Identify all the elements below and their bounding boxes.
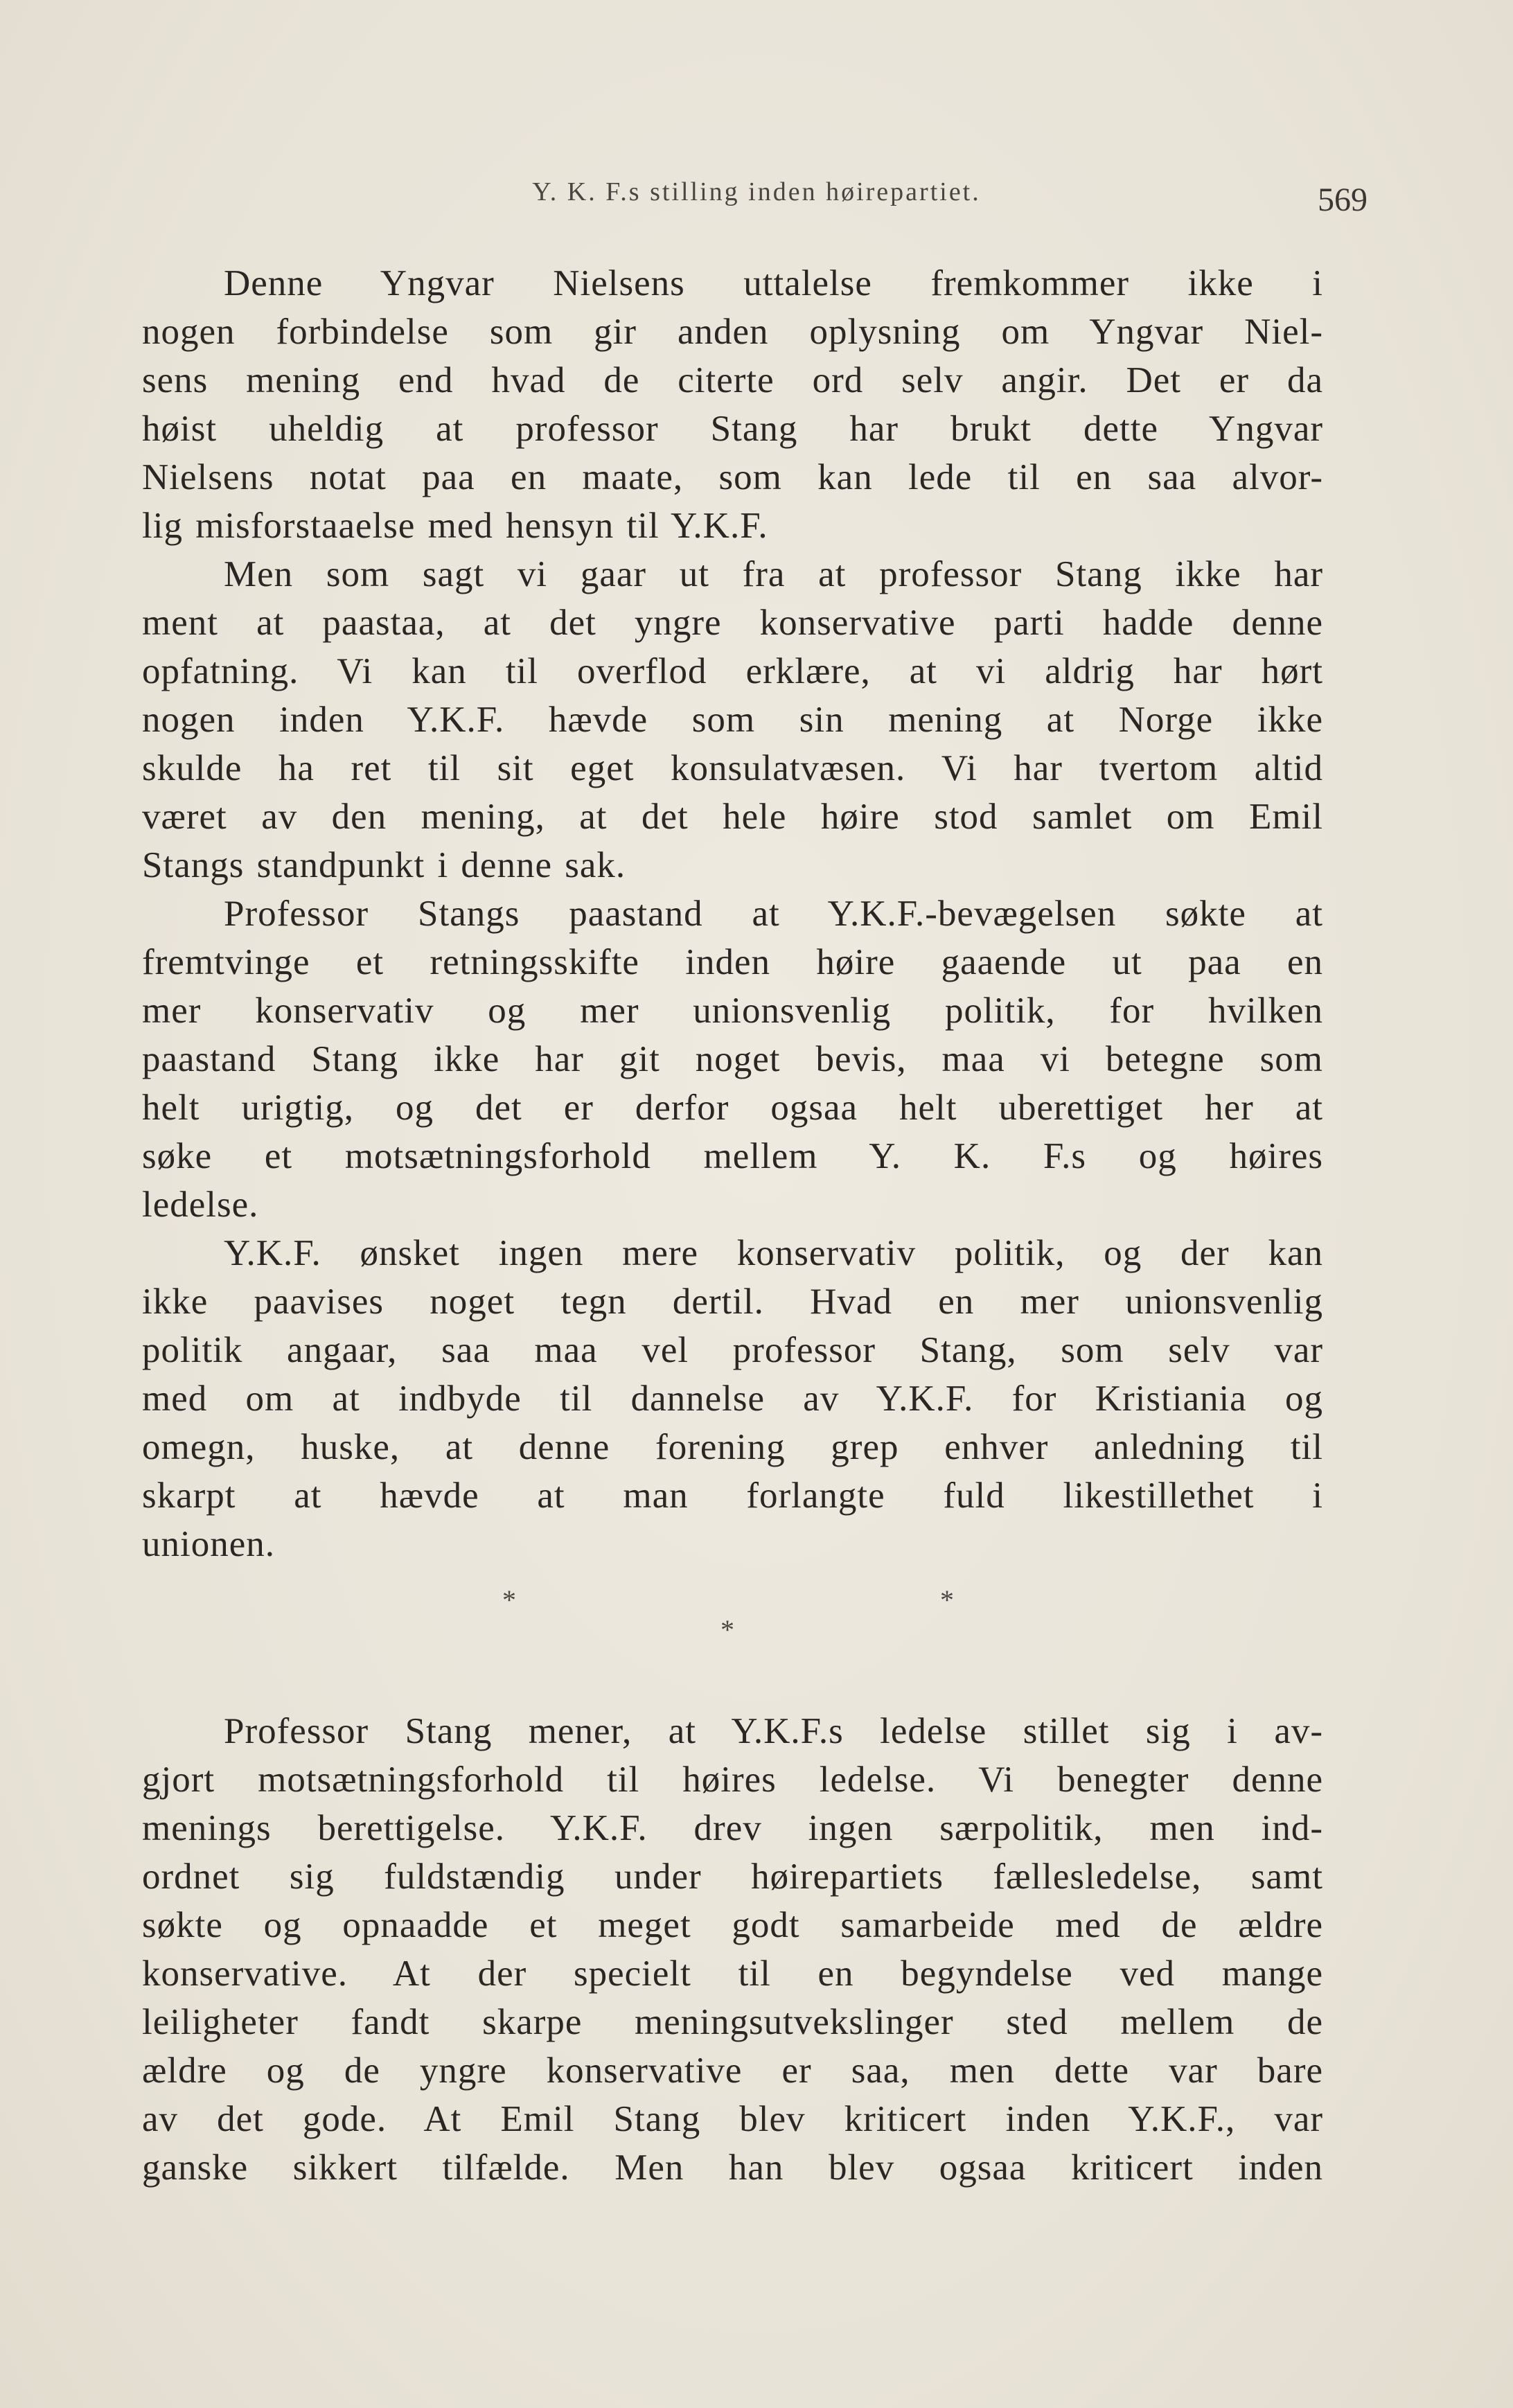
- body-text: [142, 259, 1323, 2192]
- text-line: opfatning. Vi kan til overflod erklære, at vi aldrig har hørt: [142, 651, 1323, 691]
- page-number: 569: [1318, 182, 1368, 218]
- text-line: Men som sagt vi gaar ut fra at professor Stang ikke har: [224, 554, 1323, 594]
- text-line: omegn, huske, at denne forening grep enhver anledning til: [142, 1427, 1323, 1467]
- text-line: ikke paavises noget tegn dertil. Hvad en mer unionsvenlig: [142, 1282, 1323, 1322]
- section-separator: [142, 1568, 1323, 1707]
- text-line: ældre og de yngre konservative er saa, men dette var bare: [142, 2051, 1323, 2091]
- section-1: [142, 259, 1323, 1568]
- text-line: lig misforstaaelse med hensyn til Y.K.F.: [142, 506, 768, 546]
- text-line: gjort motsætningsforhold til høires ledelse. Vi benegter denne: [142, 1760, 1323, 1800]
- text-line: fremtvinge et retningsskifte inden høire gaaende ut paa en: [142, 942, 1323, 982]
- section-2: [142, 1707, 1323, 2192]
- asterisk-icon: *: [502, 1584, 516, 1615]
- text-line: været av den mening, at det hele høire stod samlet om Emil: [142, 797, 1323, 837]
- text-line: Professor Stang mener, at Y.K.F.s ledelse stillet sig i av-: [224, 1711, 1323, 1751]
- text-line: ment at paastaa, at det yngre konservative parti hadde denne: [142, 603, 1323, 643]
- page-header: [139, 177, 1374, 218]
- text-line: nogen forbindelse som gir anden oplysning om Yngvar Niel-: [142, 312, 1323, 352]
- text-line: paastand Stang ikke har git noget bevis, maa vi betegne som: [142, 1039, 1323, 1079]
- text-line: Stangs standpunkt i denne sak.: [142, 845, 626, 885]
- text-line: høist uheldig at professor Stang har brukt dette Yngvar: [142, 409, 1323, 449]
- text-line: sens mening end hvad de citerte ord selv angir. Det er da: [142, 360, 1323, 400]
- text-line: helt urigtig, og det er derfor ogsaa helt uberettiget her at: [142, 1088, 1323, 1128]
- text-line: søkte og opnaadde et meget godt samarbeide med de ældre: [142, 1905, 1323, 1945]
- text-line: Professor Stangs paastand at Y.K.F.-bevægelsen søkte at: [224, 894, 1323, 934]
- text-line: søke et motsætningsforhold mellem Y. K. F.s og høires: [142, 1136, 1323, 1176]
- text-line: menings berettigelse. Y.K.F. drev ingen særpolitik, men ind-: [142, 1808, 1323, 1848]
- text-line: skulde ha ret til sit eget konsulatvæsen. Vi har tvertom altid: [142, 748, 1323, 788]
- asterisk-icon: *: [720, 1614, 734, 1645]
- text-line: ganske sikkert tilfælde. Men han blev ogsaa kriticert inden: [142, 2148, 1323, 2188]
- running-head: Y. K. F.s stilling inden høirepartiet.: [532, 177, 981, 206]
- text-line: Nielsens notat paa en maate, som kan lede til en saa alvor-: [142, 457, 1323, 497]
- text-line: med om at indbyde til dannelse av Y.K.F. for Kristiania og: [142, 1379, 1323, 1419]
- text-line: nogen inden Y.K.F. hævde som sin mening at Norge ikke: [142, 700, 1323, 740]
- text-line: Y.K.F. ønsket ingen mere konservativ politik, og der kan: [224, 1233, 1323, 1273]
- text-line: unionen.: [142, 1524, 275, 1564]
- text-line: mer konservativ og mer unionsvenlig politik, for hvilken: [142, 991, 1323, 1031]
- text-line: skarpt at hævde at man forlangte fuld likestillethet i: [142, 1476, 1323, 1516]
- text-line: konservative. At der specielt til en begyndelse ved mange: [142, 1954, 1323, 1994]
- asterisk-icon: *: [940, 1584, 954, 1615]
- text-line: av det gode. At Emil Stang blev kriticert inden Y.K.F., var: [142, 2099, 1323, 2139]
- text-line: politik angaar, saa maa vel professor Stang, som selv var: [142, 1330, 1323, 1370]
- text-line: leiligheter fandt skarpe meningsutvekslinger sted mellem de: [142, 2002, 1323, 2042]
- text-line: ledelse.: [142, 1185, 259, 1225]
- text-line: Denne Yngvar Nielsens uttalelse fremkommer ikke i: [224, 263, 1323, 303]
- text-line: ordnet sig fuldstændig under høirepartiets fællesledelse, samt: [142, 1857, 1323, 1897]
